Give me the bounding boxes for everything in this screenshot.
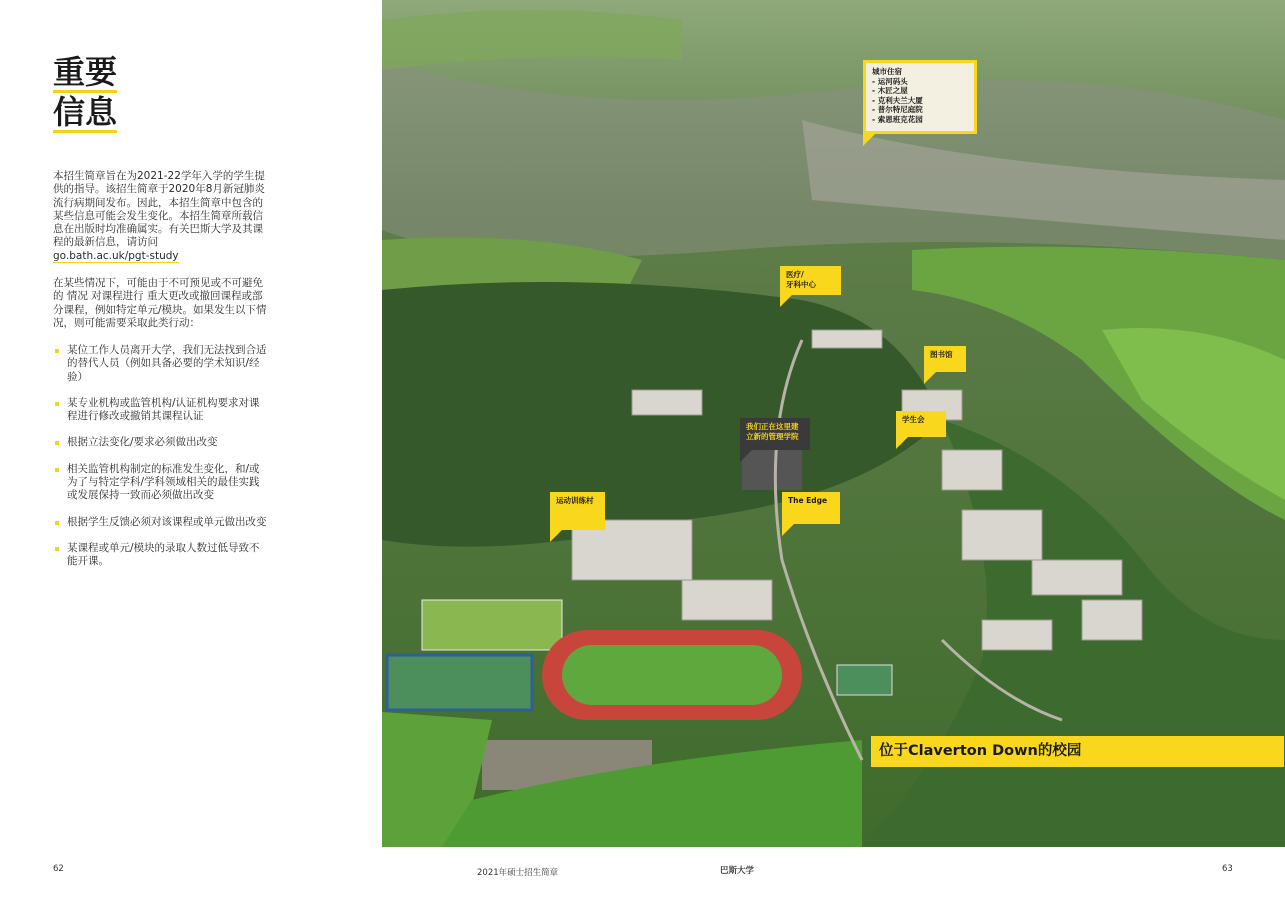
students-union-label: 学生会	[902, 415, 925, 424]
page-number-right: 63	[1222, 864, 1233, 874]
library-label: 图书馆	[930, 350, 953, 359]
management-school-line2: 立新的管理学院	[746, 431, 799, 441]
the-edge-callout	[782, 492, 840, 524]
page-number-left: 62	[53, 864, 64, 874]
medical-center-line1: 医疗/	[786, 270, 804, 279]
list-item: - 索恩班克花园	[872, 115, 968, 125]
page-title	[53, 55, 117, 135]
list-item: 根据立法变化/要求必须做出改变	[53, 436, 267, 449]
aerial-illustration	[382, 0, 1285, 847]
study-link[interactable]: go.bath.ac.uk/pgt-study	[53, 249, 179, 262]
campus-aerial-photo	[382, 0, 1285, 847]
sports-village-callout	[550, 492, 605, 530]
page-title-line1: 重要	[53, 53, 118, 91]
sports-village-label: 运动训练村	[556, 496, 594, 505]
list-item: 某课程或单元/模块的录取人数过低导致不能开课。	[53, 542, 267, 569]
management-school-line1: 我们正在这里建	[746, 422, 799, 431]
list-item: - 普尔特尼庭院	[872, 105, 968, 115]
left-page	[0, 0, 382, 847]
students-union-callout	[896, 411, 946, 437]
intro-paragraph	[53, 170, 267, 263]
intro-text: 本招生简章旨在为2021-22学年入学的学生提供的指导。该招生简章于2020年8月新冠肺炎流行病期间发布。因此，本招生简章中包含的某些信息可能会发生变化。本招生简章所载信息在出版时均准确属实。有关巴斯大学及其课程的最新信息，请访问	[53, 170, 265, 249]
library-callout	[924, 346, 966, 372]
the-edge-label: The Edge	[788, 496, 828, 505]
list-item: 某位工作人员离开大学，我们无法找到合适的替代人员（例如具备必要的学术知识/经验）	[53, 344, 267, 384]
list-item: 根据学生反馈必须对该课程或单元做出改变	[53, 516, 267, 529]
city-accommodation-list	[872, 77, 968, 125]
guide-title: 2021年硕士招生简章	[477, 868, 559, 878]
management-school-callout	[740, 418, 810, 450]
university-name: 巴斯大学	[720, 866, 755, 876]
page-title-line2: 信息	[53, 93, 118, 131]
medical-center-line2: 牙科中心	[786, 279, 816, 289]
list-item: - 克利夫兰大厦	[872, 96, 968, 106]
city-accommodation-title: 城市住宿	[872, 67, 902, 76]
campus-caption-banner	[871, 736, 1284, 767]
list-item: - 木匠之屋	[872, 86, 968, 96]
list-item: 相关监管机构制定的标准发生变化，和/或为了与特定学科/学科领域相关的最佳实践或发展保持一致而必须做出改变	[53, 463, 267, 503]
medical-center-callout	[780, 266, 841, 295]
campus-caption: 位于Claverton Down的校园	[879, 743, 1082, 759]
changes-paragraph: 在某些情况下，可能由于不可预见或不可避免的 情况 对课程进行 重大更改或撤回课程或部分课程，例如特定单元/模块。如果发生以下情况，则可能需要采取此类行动：	[53, 277, 267, 329]
city-accommodation-callout	[863, 60, 977, 134]
reasons-list	[53, 344, 267, 582]
list-item: 某专业机构或监管机构/认证机构要求对课程进行修改或撤销其课程认证	[53, 397, 267, 424]
list-item: - 运河码头	[872, 77, 968, 87]
